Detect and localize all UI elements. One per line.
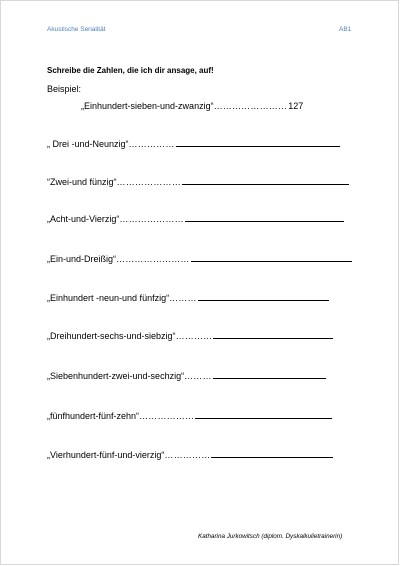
answer-line[interactable]	[182, 176, 349, 185]
exercise-row	[47, 330, 333, 341]
answer-line[interactable]	[213, 330, 333, 339]
exercise-dots: ……………	[164, 450, 211, 460]
answer-line[interactable]	[198, 292, 329, 301]
exercise-dots: ………	[184, 371, 212, 381]
answer-line[interactable]	[195, 410, 332, 419]
exercise-word: „Siebenhundert-zwei-und-sechzig“	[47, 371, 185, 381]
example-dots: ……………………	[213, 101, 288, 111]
exercise-row	[47, 449, 333, 460]
exercise-word: „Ein-und-Dreißig“	[47, 254, 117, 264]
example-row	[81, 101, 303, 111]
exercise-word: „fünfhundert-fünf-zehn“	[47, 411, 140, 421]
exercise-word: „Vierhundert-fünf-und-vierzig“	[47, 450, 165, 460]
exercise-dots: ………………	[139, 411, 195, 421]
exercise-row	[47, 176, 349, 187]
example-word: „Einhundert-sieben-und-zwanzig“	[81, 101, 214, 111]
exercise-word: „ Drei -und-Neunzig“	[47, 139, 129, 149]
answer-line[interactable]	[213, 370, 326, 379]
exercise-row	[47, 253, 352, 264]
exercise-dots: ………	[169, 293, 197, 303]
header-sheet-id: AB1	[339, 26, 352, 33]
header-subject: Akustische Serialität	[47, 26, 106, 33]
exercise-row	[47, 292, 329, 303]
exercise-word: „Dreihundert-sechs-und-siebzig“	[47, 331, 176, 341]
answer-line[interactable]	[211, 449, 333, 458]
footer-author: Katharina Jurkowitsch (diplom. Dyskalkulietrainerin)	[198, 533, 343, 540]
answer-line[interactable]	[176, 138, 340, 147]
exercise-row	[47, 138, 340, 149]
exercise-row	[47, 213, 344, 224]
exercise-dots: …………………	[119, 214, 184, 224]
exercise-dots: …………………	[116, 177, 181, 187]
exercise-row	[47, 410, 332, 421]
worksheet-title: Schreibe die Zahlen, die ich dir ansage, auf!	[47, 66, 214, 75]
exercise-word: “Zwei-und fünzig“	[47, 177, 117, 187]
exercise-dots: …………	[175, 331, 213, 341]
exercise-dots: ……………	[128, 139, 175, 149]
example-answer: 127	[288, 101, 304, 111]
exercise-word: „Acht-und-Vierzig“	[47, 214, 120, 224]
example-label: Beispiel:	[47, 84, 82, 94]
exercise-word: „Einhundert -neun-und fünfzig“	[47, 293, 170, 303]
exercise-row	[47, 370, 326, 381]
exercise-dots: ……………………	[116, 254, 190, 264]
answer-line[interactable]	[185, 213, 344, 222]
answer-line[interactable]	[191, 253, 352, 262]
